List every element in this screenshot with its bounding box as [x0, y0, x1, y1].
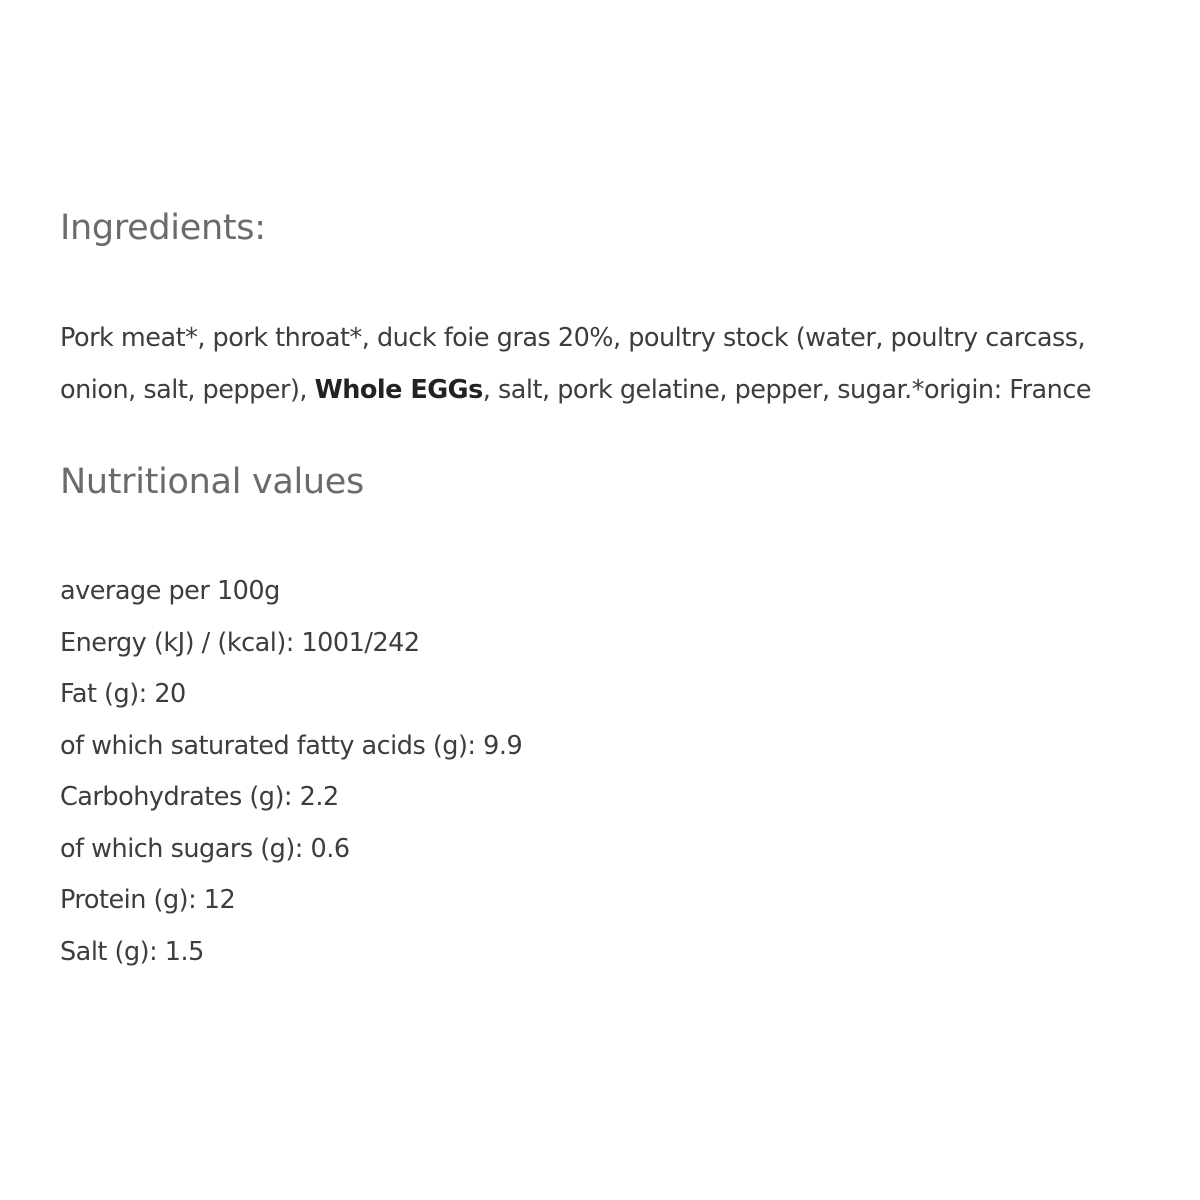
- nutrition-carbohydrates: Carbohydrates (g): 2.2: [60, 782, 339, 812]
- ingredients-text-start: Pork meat*, pork throat*, duck foie gras 20%, poultry stock (water, poultry carcass, onion, salt, pepper),: [60, 323, 1086, 405]
- allergen-highlight: Whole EGGs: [314, 375, 483, 405]
- nutrition-energy: Energy (kJ) / (kcal): 1001/242: [60, 627, 420, 658]
- ingredients-text: [60, 312, 1160, 416]
- nutrition-heading: Nutritional values: [60, 462, 364, 502]
- nutrition-list: [60, 566, 522, 978]
- nutrition-sugars: of which sugars (g): 0.6: [60, 833, 350, 864]
- nutrition-protein: Protein (g): 12: [60, 885, 236, 915]
- ingredients-text-end: , salt, pork gelatine, pepper, sugar.*origin: France: [482, 375, 1092, 405]
- nutrition-fat: Fat (g): 20: [60, 679, 186, 709]
- ingredients-heading: Ingredients:: [60, 208, 266, 248]
- nutrition-salt: Salt (g): 1.5: [60, 936, 204, 967]
- nutrition-saturated-fat: of which saturated fatty acids (g): 9.9: [60, 730, 523, 761]
- nutrition-basis: average per 100g: [60, 576, 280, 606]
